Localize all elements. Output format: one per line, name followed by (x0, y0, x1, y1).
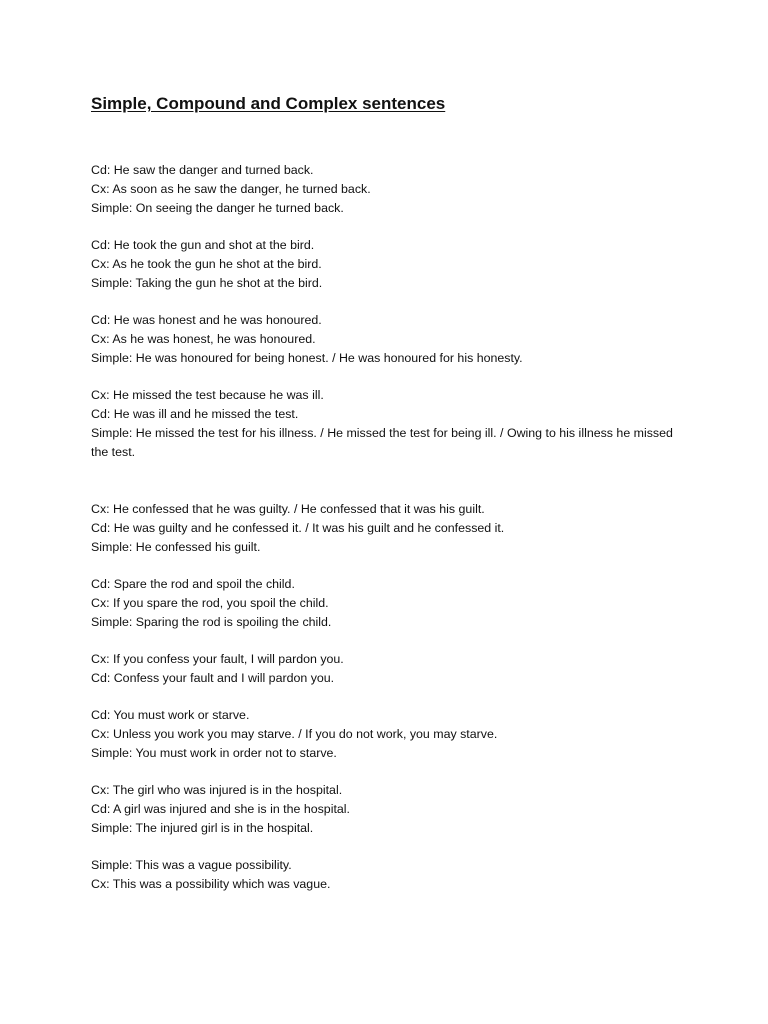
sentence-line: Cx: If you confess your fault, I will pardon you. (91, 652, 344, 666)
sentence-line: Simple: You must work in order not to starve. (91, 746, 337, 760)
sentence-group (91, 781, 691, 838)
sentence-line: Cx: This was a possibility which was vague. (91, 877, 331, 891)
sentence-group (91, 311, 691, 368)
sentence-line: Cd: A girl was injured and she is in the hospital. (91, 802, 350, 816)
sentence-line: Cd: Confess your fault and I will pardon you. (91, 671, 335, 685)
sentence-group (91, 500, 691, 557)
sentence-line: Cx: He missed the test because he was ill. (91, 388, 324, 402)
sentence-group (91, 706, 691, 763)
sentence-line: Cx: The girl who was injured is in the hospital. (91, 783, 343, 797)
sentence-line: Cx: As soon as he saw the danger, he turned back. (91, 182, 371, 196)
sentence-line: Cd: He was honest and he was honoured. (91, 313, 322, 327)
sentence-line: Simple: This was a vague possibility. (91, 858, 292, 872)
sentence-line: Cx: As he took the gun he shot at the bird. (91, 257, 322, 271)
sentence-group (91, 856, 691, 894)
page-title: Simple, Compound and Complex sentences (91, 94, 446, 113)
sentence-line: Cd: He took the gun and shot at the bird. (91, 238, 315, 252)
sentence-line: Simple: He missed the test for his illness. / He missed the test for being ill. / Owing to his illness he missed the test. (91, 426, 673, 459)
sentence-line: Cd: He was ill and he missed the test. (91, 407, 299, 421)
sentence-line: Cx: As he was honest, he was honoured. (91, 332, 316, 346)
sentence-line: Cd: He saw the danger and turned back. (91, 163, 314, 177)
sentence-group (91, 386, 691, 462)
sentence-line: Simple: He was honoured for being honest. / He was honoured for his honesty. (91, 351, 523, 365)
sentence-group (91, 236, 691, 293)
sentence-group (91, 575, 691, 632)
sentence-group (91, 161, 691, 218)
sentence-line: Cx: Unless you work you may starve. / If you do not work, you may starve. (91, 727, 498, 741)
sentence-line: Cd: Spare the rod and spoil the child. (91, 577, 295, 591)
sentence-line: Cd: You must work or starve. (91, 708, 250, 722)
sentence-group (91, 650, 691, 688)
sentence-line: Cx: He confessed that he was guilty. / He confessed that it was his guilt. (91, 502, 485, 516)
sentence-line: Cd: He was guilty and he confessed it. / It was his guilt and he confessed it. (91, 521, 505, 535)
sentence-line: Simple: He confessed his guilt. (91, 540, 261, 554)
sentence-groups (91, 161, 691, 912)
sentence-line: Simple: Taking the gun he shot at the bird. (91, 276, 323, 290)
sentence-line: Simple: Sparing the rod is spoiling the child. (91, 615, 332, 629)
sentence-line: Simple: On seeing the danger he turned back. (91, 201, 344, 215)
sentence-line: Simple: The injured girl is in the hospital. (91, 821, 314, 835)
sentence-line: Cx: If you spare the rod, you spoil the child. (91, 596, 329, 610)
